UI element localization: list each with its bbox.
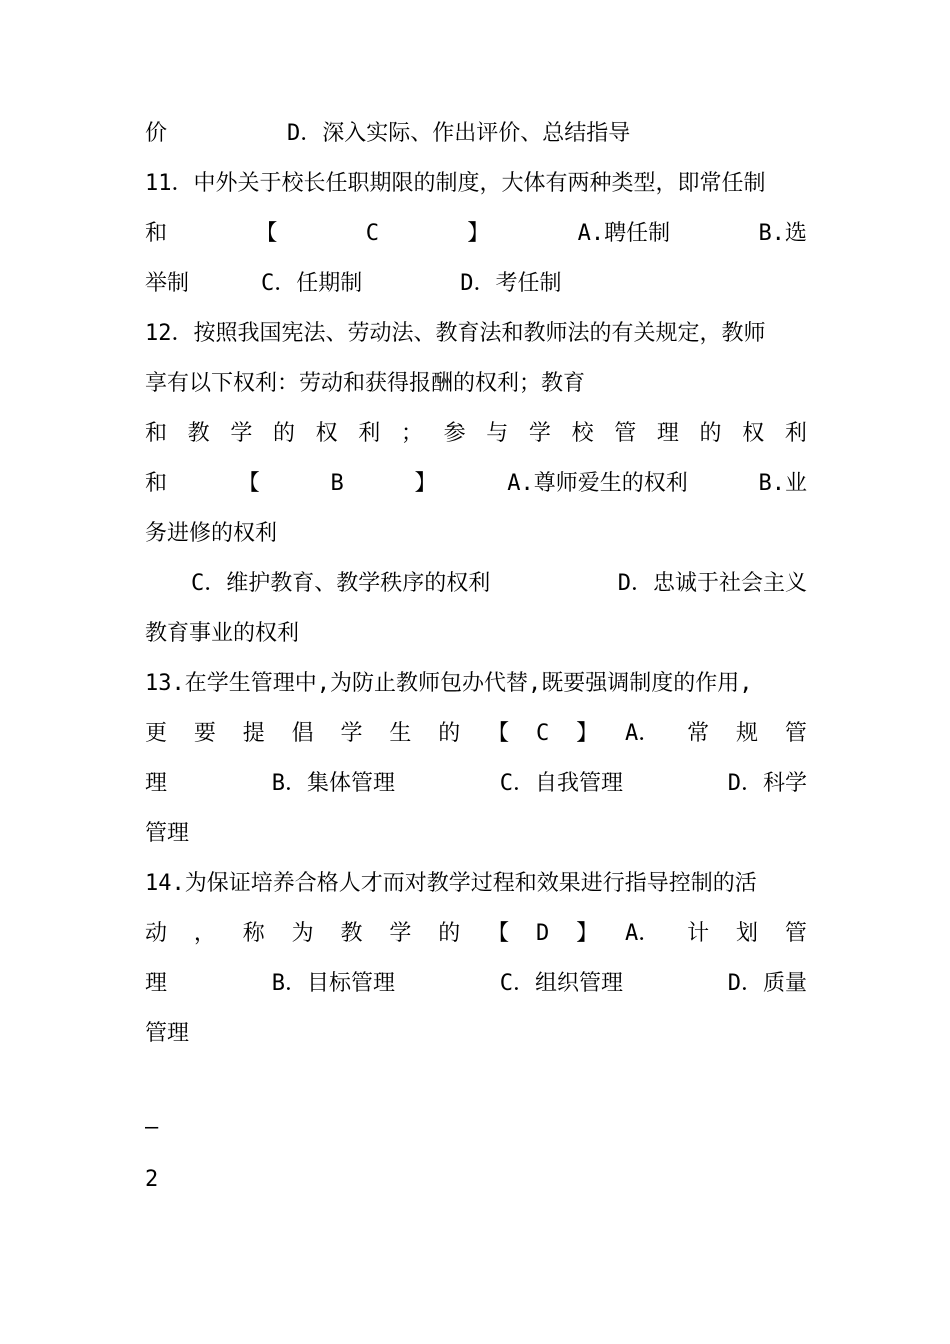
text-segment: 14.为保证培养合格人才而对教学过程和效果进行指导控制的活 xyxy=(145,871,757,896)
text-segment: C xyxy=(536,721,550,746)
text-segment: D．科学 xyxy=(727,771,807,796)
text-segment: 权 xyxy=(742,421,765,446)
text-line xyxy=(145,866,807,902)
text-line xyxy=(145,316,807,352)
text-segment: B．集体管理 xyxy=(271,771,395,796)
text-segment: D xyxy=(536,921,550,946)
text-segment: 利 xyxy=(358,421,381,446)
text-segment: 】 xyxy=(576,721,599,746)
text-segment: A.聘任制 xyxy=(577,221,671,246)
text-line xyxy=(145,1016,807,1052)
text-segment: 】 xyxy=(467,221,490,246)
text-segment: A.尊师爱生的权利 xyxy=(507,471,688,496)
text-segment: 提 xyxy=(242,721,265,746)
text-segment: A． xyxy=(624,921,661,946)
text-segment: 划 xyxy=(735,921,758,946)
text-segment: 要 xyxy=(193,721,216,746)
text-line xyxy=(145,516,807,552)
text-segment: D．深入实际、作出评价、总结指导 xyxy=(287,121,631,146)
text-segment: C xyxy=(365,221,379,246)
text-segment: 生 xyxy=(389,721,412,746)
text-segment: 权 xyxy=(315,421,338,446)
text-segment: 【 xyxy=(237,471,260,496)
text-segment: 【 xyxy=(255,221,278,246)
page-number: 2 xyxy=(145,1167,159,1192)
text-segment: 教育事业的权利 xyxy=(145,621,300,646)
text-segment: 12．按照我国宪法、劳动法、教育法和教师法的有关规定，教师 xyxy=(145,321,766,346)
text-segment: 管 xyxy=(784,721,807,746)
text-segment: 动 xyxy=(145,921,168,946)
text-line xyxy=(145,966,807,1002)
text-line xyxy=(191,566,807,602)
text-segment: 和 xyxy=(145,471,168,496)
text-line xyxy=(145,466,807,502)
text-segment: ； xyxy=(400,421,423,446)
text-segment: 的 xyxy=(438,721,461,746)
text-segment: B．目标管理 xyxy=(271,971,395,996)
text-line xyxy=(145,666,807,702)
text-line xyxy=(145,616,807,652)
text-segment: 务进修的权利 xyxy=(145,521,278,546)
text-segment: D．忠诚于社会主义 xyxy=(617,571,807,596)
text-segment: 教 xyxy=(187,421,210,446)
footer-mark: – xyxy=(145,1115,159,1140)
text-segment: 常 xyxy=(687,721,710,746)
text-segment: 参 xyxy=(443,421,466,446)
text-segment: 的 xyxy=(699,421,722,446)
text-segment: 学 xyxy=(230,421,253,446)
text-segment: B.选 xyxy=(758,221,807,246)
text-segment: 和 xyxy=(145,221,168,246)
text-line xyxy=(145,916,807,952)
text-segment: 价 xyxy=(145,121,168,146)
text-segment: 与 xyxy=(486,421,509,446)
text-segment: 【 xyxy=(487,921,510,946)
text-segment: 校 xyxy=(571,421,594,446)
text-segment: 为 xyxy=(291,921,314,946)
text-segment: C．维护教育、教学秩序的权利 xyxy=(191,571,491,596)
text-segment: 管 xyxy=(614,421,637,446)
text-segment: 11．中外关于校长任职期限的制度，大体有两种类型，即常任制 xyxy=(145,171,766,196)
text-segment: 享有以下权利：劳动和获得报酬的权利；教育 xyxy=(145,371,586,396)
text-segment: 理 xyxy=(145,771,168,796)
text-segment: 学 xyxy=(340,721,363,746)
text-segment: 学 xyxy=(389,921,412,946)
text-segment: A． xyxy=(624,721,661,746)
text-segment: 的 xyxy=(272,421,295,446)
text-line xyxy=(145,116,807,152)
text-segment: 称 xyxy=(242,921,265,946)
text-segment: 举制 xyxy=(145,271,190,296)
text-segment: 利 xyxy=(784,421,807,446)
text-line xyxy=(145,216,807,252)
text-segment: 倡 xyxy=(291,721,314,746)
text-line xyxy=(145,266,807,302)
text-segment: 管理 xyxy=(145,1021,190,1046)
text-segment: 计 xyxy=(687,921,710,946)
text-segment: 管 xyxy=(784,921,807,946)
text-segment: C．任期制 xyxy=(261,271,363,296)
text-segment: 规 xyxy=(735,721,758,746)
text-segment: D．考任制 xyxy=(460,271,562,296)
text-segment: 13.在学生管理中,为防止教师包办代替,既要强调制度的作用, xyxy=(145,671,753,696)
text-segment: 理 xyxy=(145,971,168,996)
text-line xyxy=(145,816,807,852)
text-line xyxy=(145,766,807,802)
text-segment: 更 xyxy=(145,721,168,746)
text-segment: 理 xyxy=(656,421,679,446)
text-line xyxy=(145,716,807,752)
text-segment: 】 xyxy=(414,471,437,496)
text-line xyxy=(145,366,807,402)
text-segment: 和 xyxy=(145,421,168,446)
text-segment: 【 xyxy=(487,721,510,746)
text-segment: B xyxy=(330,471,344,496)
text-segment: 教 xyxy=(340,921,363,946)
text-segment: ， xyxy=(193,921,216,946)
text-segment: C．组织管理 xyxy=(499,971,623,996)
text-segment: 管理 xyxy=(145,821,190,846)
text-line xyxy=(145,416,807,452)
text-segment: B.业 xyxy=(758,471,807,496)
text-line xyxy=(145,166,807,202)
text-segment: 的 xyxy=(438,921,461,946)
text-segment: 】 xyxy=(576,921,599,946)
text-segment: 学 xyxy=(528,421,551,446)
text-segment: C．自我管理 xyxy=(499,771,623,796)
text-segment: D．质量 xyxy=(727,971,807,996)
